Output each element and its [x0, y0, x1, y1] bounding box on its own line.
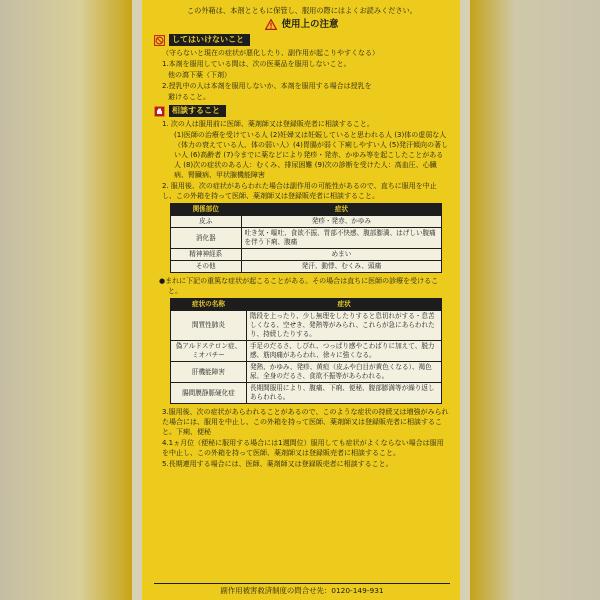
consult-item-3: 3.服用後、次の症状があらわれることがあるので、このような症状の持続又は増強がみられた場合には、服用を中止し、この外箱を持って医師、薬剤師又は登録販売者に相談すること。下痢、便秘 [162, 408, 449, 436]
consult-item-5: 5.長期連用する場合には、医師、薬剤師又は登録販売者に相談すること。 [162, 460, 393, 468]
consult-item-1: 1. 次の人は服用前に医師、薬剤師又は登録販売者に相談すること。 [162, 120, 374, 128]
consult-item-2: 2. 服用後、次の症状があらわれた場合は副作用の可能性があるので、直ちに服用を中止し、この外箱を持って医師、薬剤師又は登録販売者に相談すること。 [162, 182, 437, 200]
prohibited-item-1-sub: 他の瀉下薬（下剤） [168, 71, 231, 79]
table2-header-name: 症状の名称 [171, 299, 247, 311]
table-row: 腸間膜静脈硬化症 長期間服用により、腹痛、下痢、便秘、腹部膨満等が繰り返しあらわれる。 [171, 383, 442, 404]
consult-item-4: 4.1ヵ月位（便秘に服用する場合には1週間位）服用しても症状がよくならない場合は服用を中止し、この外箱を持って医師、薬剤師又は登録販売者に相談すること。 [162, 439, 444, 457]
table-row: 皮ふ 発疹・発赤、かゆみ [171, 216, 442, 228]
section-prohibited-header [154, 34, 450, 46]
section-consult-label: 相談すること [169, 105, 226, 117]
serious-symptoms-note: ●まれに下記の重篤な症状が起こることがある。その場合は直ちに医師の診療を受けること。 [159, 277, 439, 295]
package-label-panel [142, 0, 460, 600]
table-row: 偽アルドステロン症、ミオパチー 手足のだるさ、しびれ、つっぱり感やこわばりに加えて、脱力感、筋肉痛があらわれ、徐々に強くなる。 [171, 341, 442, 362]
consult-hand-icon [154, 106, 165, 117]
table-row: 精神神経系 めまい [171, 249, 442, 261]
table-row: 肝機能障害 発熱、かゆみ、発疹、黄疸（皮ふや白目が黄色くなる）、褐色尿、全身のだるさ、食欲不振等があらわれる。 [171, 362, 442, 383]
table-row: その他 発汗、動悸、むくみ、頭痛 [171, 261, 442, 273]
prohibited-item-2-cont: 避けること。 [168, 93, 210, 101]
consult-item-1-list: (1)医師の治療を受けている人 (2)妊婦又は妊娠していると思われる人 (3)体の虚弱な人（体力の衰えている人、体の弱い人）(4)胃腸が弱く下痢しやすい人 (5)発汗傾向の著しい人 (6)高齢者 (7)今までに薬などにより発疹・発赤、かゆみ等を起こしたことがある人 (8)次の症状のある人：むくみ、排尿困難 (9)次の診断を受けた人：高血圧、心臓病、腎臓病、甲状腺機能障害 [174, 131, 449, 179]
table2-header-symptom: 症状 [246, 299, 441, 311]
caution-title [154, 19, 450, 30]
prohibited-item-2: 2.授乳中の人は本剤を服用しないか、本剤を服用する場合は授乳を [162, 82, 372, 90]
side-effects-table [170, 203, 442, 273]
box-side-left [0, 0, 132, 600]
prohibited-icon [154, 35, 165, 46]
box-side-right [470, 0, 600, 600]
prohibited-item-1: 1.本剤を服用している間は、次の医薬品を服用しないこと。 [162, 60, 351, 68]
section-prohibited-label: してはいけないこと [169, 34, 250, 46]
prohibited-note: （守らないと現在の症状が悪化したり、副作用が起こりやすくなる） [162, 49, 379, 57]
serious-symptoms-table [170, 298, 442, 404]
caution-title-text: 使用上の注意 [281, 18, 339, 30]
table-row: 間質性肺炎 階段を上ったり、少し無理をしたりすると息切れがする・息苦しくなる、空せき、発熱等がみられ、これらが急にあらわれたり、持続したりする。 [171, 311, 442, 341]
intro-note: この外箱は、本剤とともに保管し、服用の際にはよくお読みください。 [186, 6, 417, 15]
section-consult-header [154, 105, 450, 117]
table-row: 消化器 吐き気・嘔吐、食欲不振、胃部不快感、腹部膨満、はげしい腹痛を伴う下痢、腹痛 [171, 228, 442, 249]
relief-hotline: 副作用被害救済制度の問合せ先：0120-149-931 [154, 583, 450, 596]
table1-header-part: 関係部位 [171, 204, 242, 216]
warning-triangle-icon [265, 19, 277, 30]
table1-header-symptom: 症状 [241, 204, 442, 216]
